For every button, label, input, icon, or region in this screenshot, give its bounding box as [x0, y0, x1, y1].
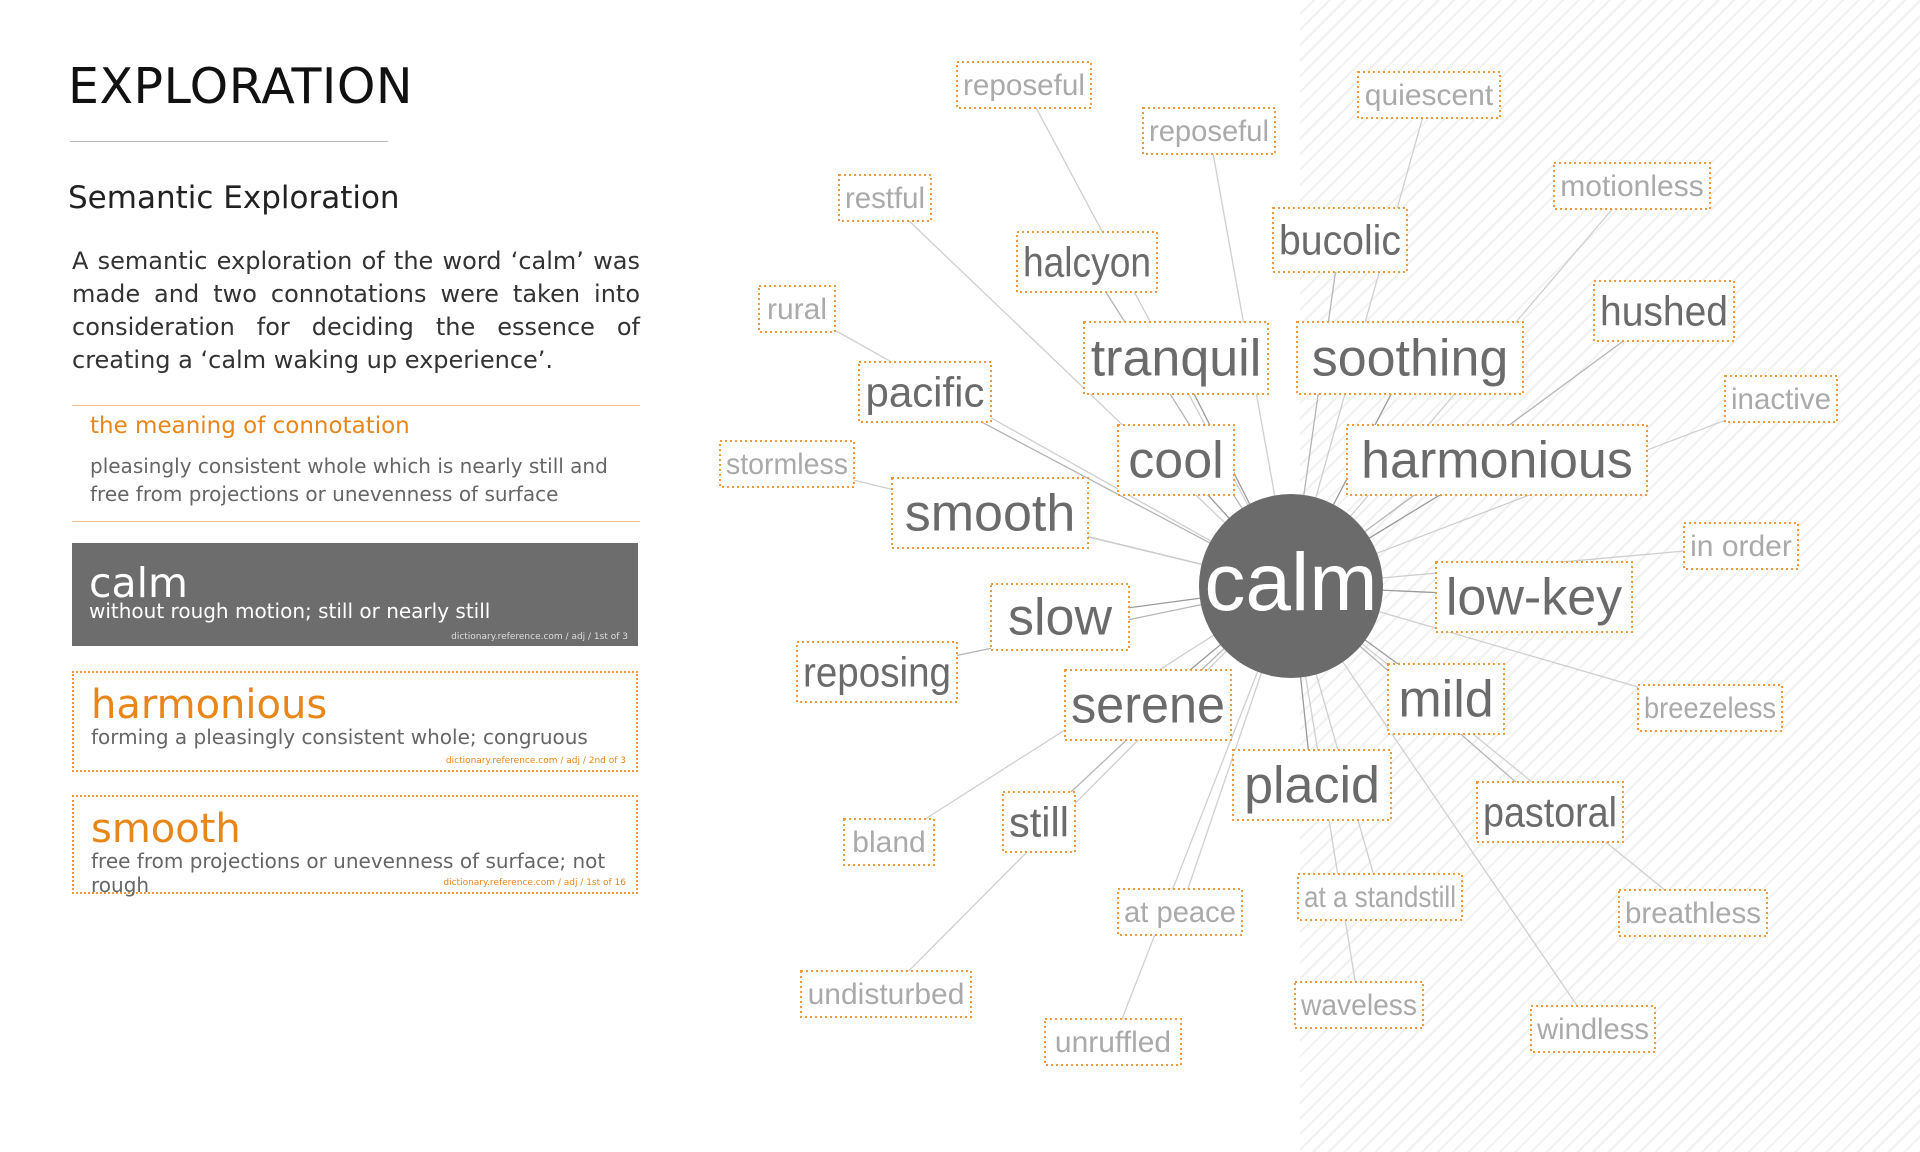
word-label: tranquil [1090, 329, 1262, 388]
connotation-text: pleasingly consistent whole which is nearly still and free from projections or unevenness of surface [90, 454, 608, 506]
word-node-stormless [720, 441, 854, 487]
word-label: at peace [1124, 896, 1236, 930]
word-label: mild [1398, 670, 1494, 729]
word-node-cool [1118, 425, 1234, 495]
word-node-reposeful [1143, 108, 1275, 154]
definition-source: dictionary.reference.com / adj / 1st of 3 [451, 632, 628, 642]
word-label: rural [766, 293, 828, 327]
word-node-reposing [797, 642, 957, 702]
word-label: soothing [1311, 329, 1509, 388]
word-label: inactive [1731, 383, 1831, 417]
center-word: calm [1204, 537, 1378, 628]
word-label: halcyon [1023, 238, 1151, 286]
word-node-smooth [892, 478, 1088, 548]
word-label: in order [1690, 530, 1792, 564]
word-label: windless [1536, 1013, 1649, 1047]
word-node-quiescent [1358, 72, 1500, 118]
definition-word: harmonious [91, 682, 328, 728]
word-node-pastoral [1477, 782, 1623, 842]
word-label: pacific [865, 368, 985, 416]
word-node-rural [759, 286, 835, 332]
word-node-halcyon [1017, 232, 1157, 292]
word-node-mild [1388, 664, 1504, 734]
word-label: cool [1128, 431, 1224, 490]
word-node-restful [839, 175, 931, 221]
page-title: EXPLORATION [68, 58, 414, 115]
word-label: still [1009, 798, 1069, 846]
word-label: breathless [1625, 897, 1761, 931]
word-label: slow [1007, 588, 1113, 647]
intro-paragraph: A semantic exploration of the word ‘calm’ was made and two connotations were taken into consideration for deciding the essence of creating a ‘calm waking up experience’. [72, 247, 640, 374]
word-node-undisturbed [801, 971, 971, 1017]
word-node-waveless [1295, 982, 1423, 1028]
definition-meaning: free from projections or unevenness of surface; not rough [91, 849, 606, 897]
word-node-serene [1065, 670, 1231, 740]
word-label: low-key [1445, 568, 1623, 627]
word-label: bucolic [1279, 216, 1401, 264]
word-node-at-a-standstill [1298, 874, 1462, 920]
word-label: waveless [1300, 989, 1417, 1023]
word-label: reposing [803, 648, 951, 696]
word-label: harmonious [1361, 431, 1633, 490]
section-title: Semantic Exploration [68, 180, 400, 216]
word-label: stormless [726, 448, 848, 482]
word-node-slow [991, 584, 1129, 650]
word-label: restful [845, 182, 925, 216]
definition-word: calm [89, 559, 188, 607]
definition-meaning: without rough motion; still or nearly still [89, 599, 491, 623]
word-label: reposeful [963, 69, 1085, 103]
definition-word: smooth [91, 806, 241, 852]
word-label: pastoral [1483, 788, 1617, 836]
word-label: bland [852, 826, 926, 860]
word-label: serene [1071, 676, 1225, 735]
word-node-in-order [1684, 523, 1798, 569]
word-label: smooth [904, 484, 1076, 543]
word-label: placid [1244, 756, 1380, 815]
word-label: unruffled [1054, 1026, 1172, 1060]
word-node-breathless [1619, 890, 1767, 936]
word-label: at a standstill [1304, 881, 1456, 915]
word-node-pacific [859, 362, 991, 422]
word-node-windless [1531, 1006, 1655, 1052]
word-node-unruffled [1045, 1019, 1181, 1065]
word-node-motionless [1554, 163, 1710, 209]
word-label: hushed [1600, 287, 1728, 335]
word-node-bland [844, 819, 934, 865]
word-label: undisturbed [807, 978, 965, 1012]
word-node-low-key [1436, 562, 1632, 632]
definition-source: dictionary.reference.com / adj / 2nd of 3 [445, 756, 626, 766]
connotation-title: the meaning of connotation [90, 413, 410, 439]
word-node-placid [1233, 750, 1391, 820]
definition-source: dictionary.reference.com / adj / 1st of 16 [443, 878, 626, 888]
definition-meaning: forming a pleasingly consistent whole; congruous [91, 725, 588, 749]
word-node-tranquil [1084, 322, 1268, 394]
word-node-harmonious [1347, 425, 1647, 495]
word-label: motionless [1560, 170, 1704, 204]
word-node-inactive [1725, 376, 1837, 422]
word-node-at-peace [1118, 889, 1242, 935]
word-label: quiescent [1364, 79, 1494, 113]
word-label: breezeless [1644, 692, 1776, 726]
word-node-soothing [1297, 322, 1523, 394]
word-node-reposeful [957, 62, 1091, 108]
word-label: reposeful [1149, 115, 1269, 149]
word-node-still [1003, 792, 1075, 852]
center-node [1199, 494, 1383, 678]
word-node-breezeless [1638, 685, 1782, 731]
word-node-bucolic [1273, 208, 1407, 272]
word-node-hushed [1594, 281, 1734, 341]
